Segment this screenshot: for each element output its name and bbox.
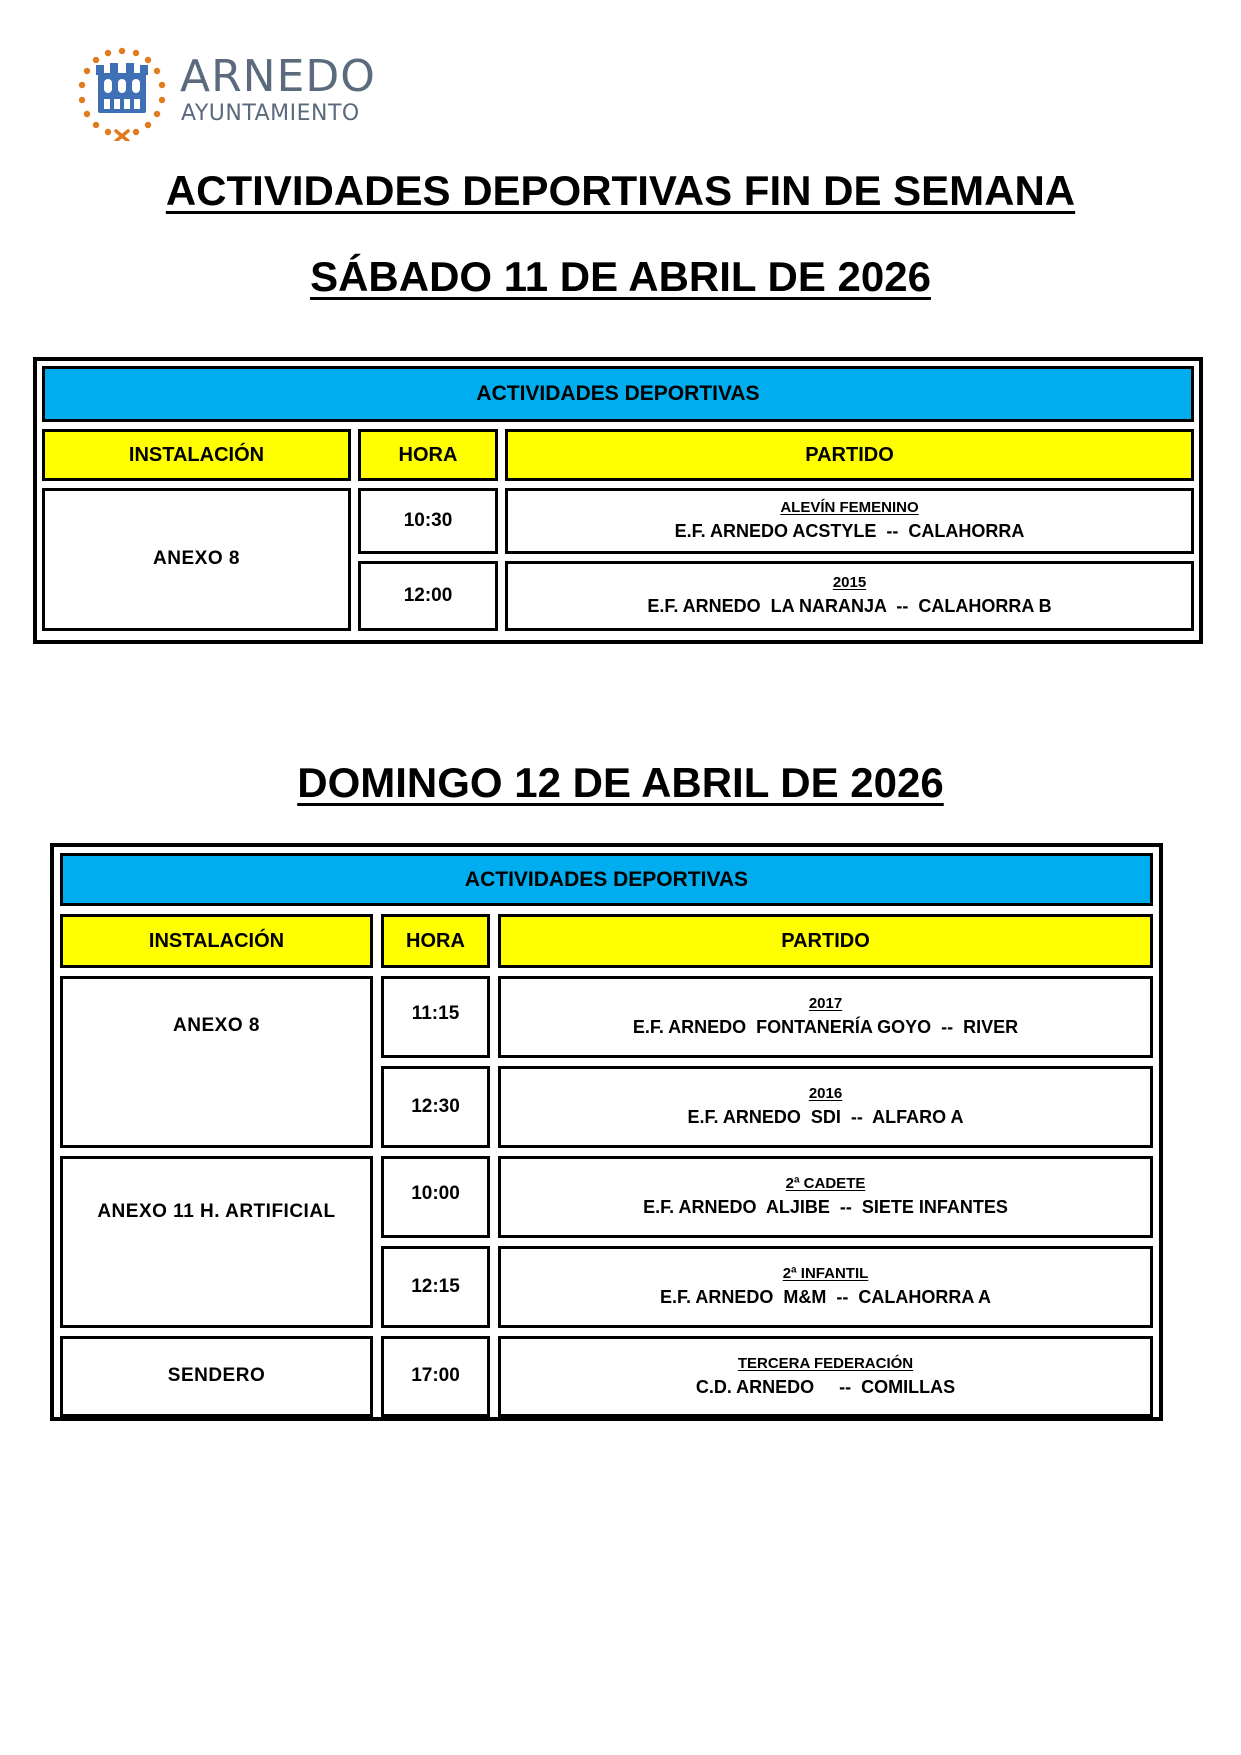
sunday-time: 10:00 xyxy=(381,1156,490,1238)
sunday-match xyxy=(498,1156,1153,1238)
logo-subtitle: AYUNTAMIENTO xyxy=(181,101,360,126)
sunday-match xyxy=(498,1246,1153,1328)
match-teams: E.F. ARNEDO LA NARANJA -- CALAHORRA B xyxy=(647,596,1052,617)
sunday-place-anexo-11: ANEXO 11 H. ARTIFICIAL xyxy=(60,1156,373,1328)
match-category: 2017 xyxy=(808,995,843,1013)
match-category: 2015 xyxy=(832,574,867,592)
match-category: 2ª INFANTIL xyxy=(782,1265,869,1283)
sunday-time: 12:15 xyxy=(381,1246,490,1328)
saturday-header-match: PARTIDO xyxy=(505,429,1194,481)
match-category: TERCERA FEDERACIÓN xyxy=(737,1354,914,1372)
saturday-time: 12:00 xyxy=(358,561,498,631)
sunday-match xyxy=(498,1336,1153,1417)
saturday-table xyxy=(33,357,1203,644)
match-category: 2016 xyxy=(808,1085,843,1103)
sunday-heading: DOMINGO 12 DE ABRIL DE 2026 xyxy=(297,759,944,806)
sunday-time: 17:00 xyxy=(381,1336,490,1417)
sunday-match xyxy=(498,976,1153,1058)
match-teams: E.F. ARNEDO FONTANERÍA GOYO -- RIVER xyxy=(632,1017,1019,1038)
sunday-place-sendero: SENDERO xyxy=(60,1336,373,1417)
saturday-time: 10:30 xyxy=(358,488,498,554)
sunday-time: 12:30 xyxy=(381,1066,490,1148)
saturday-place-anexo-8: ANEXO 8 xyxy=(42,488,351,631)
arnedo-logo xyxy=(74,45,376,140)
sunday-header-place: INSTALACIÓN xyxy=(60,914,373,968)
match-teams: E.F. ARNEDO M&M -- CALAHORRA A xyxy=(660,1287,991,1308)
page-title: ACTIVIDADES DEPORTIVAS FIN DE SEMANA xyxy=(165,167,1076,214)
sunday-table xyxy=(50,843,1163,1421)
saturday-match xyxy=(505,488,1194,554)
sunday-header-match: PARTIDO xyxy=(498,914,1153,968)
match-teams: E.F. ARNEDO ALJIBE -- SIETE INFANTES xyxy=(643,1197,1008,1218)
saturday-heading: SÁBADO 11 DE ABRIL DE 2026 xyxy=(310,253,931,300)
sunday-place-anexo-8: ANEXO 8 xyxy=(60,976,373,1148)
saturday-header-place: INSTALACIÓN xyxy=(42,429,351,481)
sunday-table-title: ACTIVIDADES DEPORTIVAS xyxy=(60,853,1153,906)
sunday-match xyxy=(498,1066,1153,1148)
match-teams: C.D. ARNEDO -- COMILLAS xyxy=(695,1376,956,1397)
sunday-header-time: HORA xyxy=(381,914,490,968)
saturday-header-time: HORA xyxy=(358,429,498,481)
match-teams: E.F. ARNEDO ACSTYLE -- CALAHORRA xyxy=(674,521,1025,542)
saturday-match xyxy=(505,561,1194,631)
match-teams: E.F. ARNEDO SDI -- ALFARO A xyxy=(687,1107,964,1128)
saturday-table-title: ACTIVIDADES DEPORTIVAS xyxy=(42,366,1194,422)
match-category: 2ª CADETE xyxy=(785,1175,866,1193)
sunday-time: 11:15 xyxy=(381,976,490,1058)
arnedo-emblem-icon xyxy=(74,45,170,141)
match-category: ALEVÍN FEMENINO xyxy=(780,499,919,517)
logo-name: ARNEDO xyxy=(180,51,376,102)
